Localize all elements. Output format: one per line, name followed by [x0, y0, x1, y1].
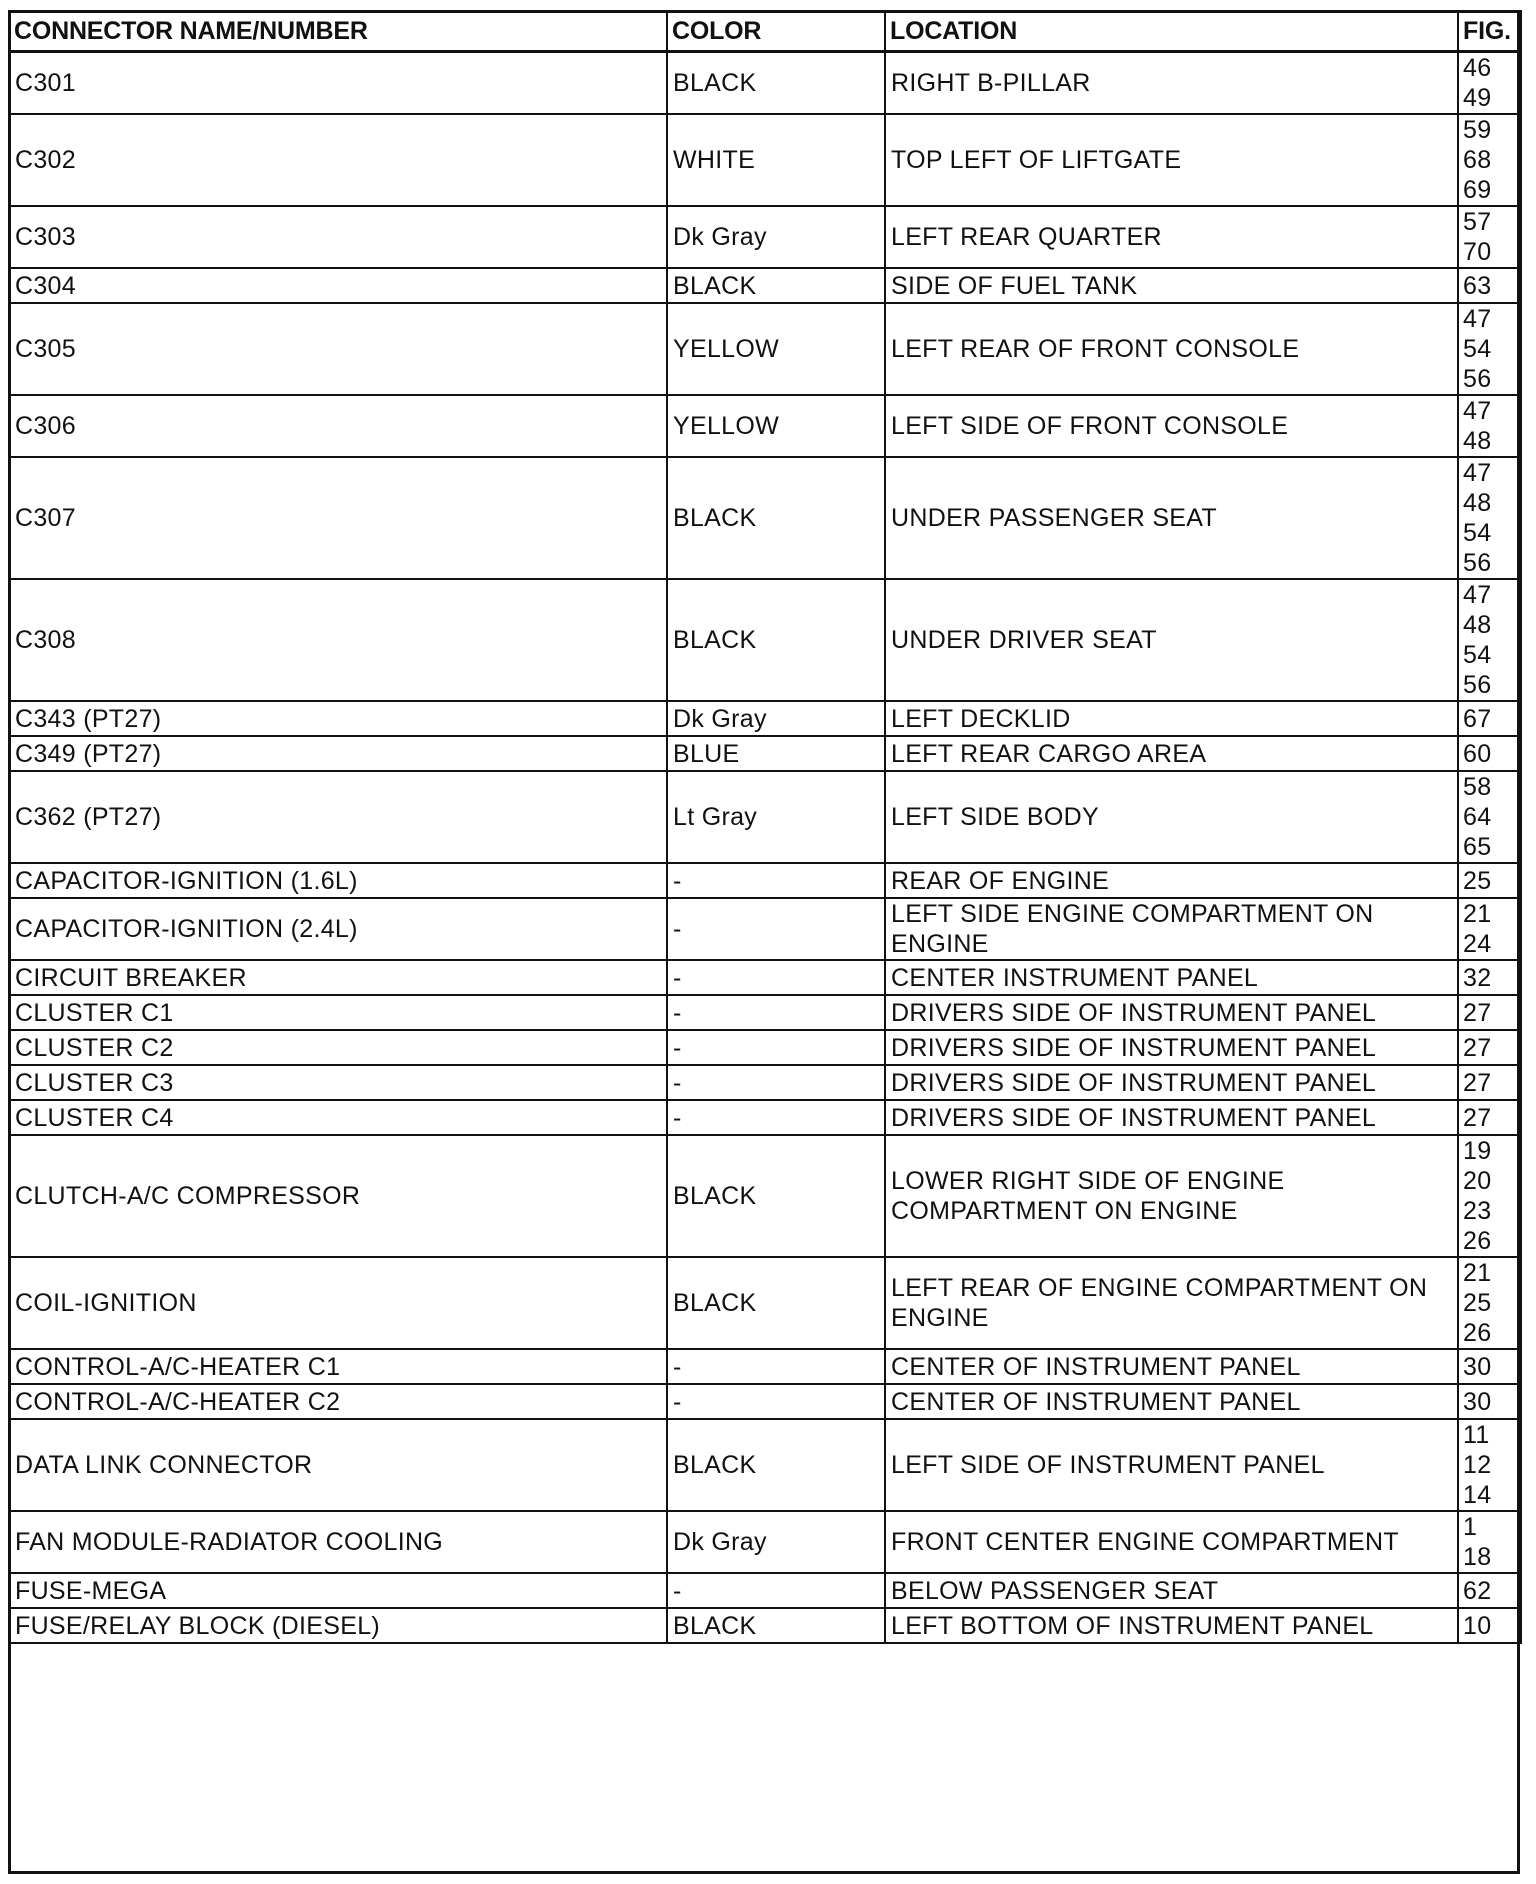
- fig-cell: 11 12 14: [1458, 1419, 1521, 1511]
- color-cell: BLACK: [667, 1135, 885, 1257]
- connector-name-cell: DATA LINK CONNECTOR: [9, 1419, 667, 1511]
- location-cell: RIGHT B-PILLAR: [885, 52, 1458, 115]
- table-row: [9, 1608, 1521, 1643]
- location-cell: LEFT REAR OF FRONT CONSOLE: [885, 303, 1458, 395]
- fig-cell: 27: [1458, 1100, 1521, 1135]
- color-cell: Dk Gray: [667, 701, 885, 736]
- location-cell: DRIVERS SIDE OF INSTRUMENT PANEL: [885, 1065, 1458, 1100]
- table-row: [9, 303, 1521, 395]
- fig-cell: 27: [1458, 1065, 1521, 1100]
- header-fig: FIG.: [1458, 11, 1521, 52]
- color-cell: -: [667, 1384, 885, 1419]
- location-cell: LEFT SIDE ENGINE COMPARTMENT ON ENGINE: [885, 898, 1458, 960]
- fig-cell: 59 68 69: [1458, 114, 1521, 206]
- color-cell: BLACK: [667, 457, 885, 579]
- color-cell: WHITE: [667, 114, 885, 206]
- color-cell: -: [667, 863, 885, 898]
- location-cell: LEFT REAR CARGO AREA: [885, 736, 1458, 771]
- table-row: [9, 995, 1521, 1030]
- color-cell: BLACK: [667, 1419, 885, 1511]
- fig-cell: 62: [1458, 1573, 1521, 1608]
- location-cell: CENTER OF INSTRUMENT PANEL: [885, 1384, 1458, 1419]
- location-cell: UNDER PASSENGER SEAT: [885, 457, 1458, 579]
- fig-cell: 63: [1458, 268, 1521, 303]
- fig-cell: 67: [1458, 701, 1521, 736]
- table-row: [9, 579, 1521, 701]
- color-cell: -: [667, 1349, 885, 1384]
- fig-cell: 47 48: [1458, 395, 1521, 457]
- fig-cell: 21 25 26: [1458, 1257, 1521, 1349]
- fig-cell: 25: [1458, 863, 1521, 898]
- table-row: [9, 736, 1521, 771]
- fig-cell: 47 48 54 56: [1458, 457, 1521, 579]
- table-row: [9, 395, 1521, 457]
- fig-cell: 1 18: [1458, 1511, 1521, 1573]
- table-row: [9, 898, 1521, 960]
- connector-name-cell: C307: [9, 457, 667, 579]
- connector-name-cell: COIL-IGNITION: [9, 1257, 667, 1349]
- connector-name-cell: C303: [9, 206, 667, 268]
- location-cell: DRIVERS SIDE OF INSTRUMENT PANEL: [885, 995, 1458, 1030]
- header-color: COLOR: [667, 11, 885, 52]
- connector-name-cell: C343 (PT27): [9, 701, 667, 736]
- color-cell: YELLOW: [667, 303, 885, 395]
- connector-name-cell: C306: [9, 395, 667, 457]
- fig-cell: 30: [1458, 1349, 1521, 1384]
- table-row: [9, 1135, 1521, 1257]
- connector-name-cell: CONTROL-A/C-HEATER C2: [9, 1384, 667, 1419]
- table-row: [9, 1349, 1521, 1384]
- table-row: [9, 1100, 1521, 1135]
- color-cell: BLUE: [667, 736, 885, 771]
- location-cell: REAR OF ENGINE: [885, 863, 1458, 898]
- fig-cell: 27: [1458, 995, 1521, 1030]
- location-cell: FRONT CENTER ENGINE COMPARTMENT: [885, 1511, 1458, 1573]
- fig-cell: 47 48 54 56: [1458, 579, 1521, 701]
- header-location: LOCATION: [885, 11, 1458, 52]
- header-connector-name: CONNECTOR NAME/NUMBER: [9, 11, 667, 52]
- connector-name-cell: CAPACITOR-IGNITION (1.6L): [9, 863, 667, 898]
- table-row: [9, 114, 1521, 206]
- location-cell: LEFT REAR OF ENGINE COMPARTMENT ON ENGINE: [885, 1257, 1458, 1349]
- color-cell: -: [667, 1030, 885, 1065]
- table-row: [9, 206, 1521, 268]
- table-row: [9, 1065, 1521, 1100]
- fig-cell: 21 24: [1458, 898, 1521, 960]
- color-cell: Dk Gray: [667, 1511, 885, 1573]
- connector-name-cell: CAPACITOR-IGNITION (2.4L): [9, 898, 667, 960]
- location-cell: LEFT SIDE BODY: [885, 771, 1458, 863]
- connector-name-cell: CLUSTER C2: [9, 1030, 667, 1065]
- table-row: [9, 1419, 1521, 1511]
- connector-name-cell: CLUTCH-A/C COMPRESSOR: [9, 1135, 667, 1257]
- fig-cell: 10: [1458, 1608, 1521, 1643]
- connector-table-frame: [8, 10, 1520, 1874]
- table-row: [9, 701, 1521, 736]
- color-cell: BLACK: [667, 268, 885, 303]
- fig-cell: 57 70: [1458, 206, 1521, 268]
- color-cell: -: [667, 898, 885, 960]
- table-row: [9, 1511, 1521, 1573]
- color-cell: Dk Gray: [667, 206, 885, 268]
- fig-cell: 32: [1458, 960, 1521, 995]
- connector-name-cell: C349 (PT27): [9, 736, 667, 771]
- table-row: [9, 52, 1521, 115]
- connector-name-cell: C305: [9, 303, 667, 395]
- location-cell: LEFT SIDE OF INSTRUMENT PANEL: [885, 1419, 1458, 1511]
- connector-name-cell: FUSE/RELAY BLOCK (DIESEL): [9, 1608, 667, 1643]
- location-cell: LEFT BOTTOM OF INSTRUMENT PANEL: [885, 1608, 1458, 1643]
- table-row: [9, 1384, 1521, 1419]
- location-cell: SIDE OF FUEL TANK: [885, 268, 1458, 303]
- color-cell: -: [667, 995, 885, 1030]
- connector-name-cell: C308: [9, 579, 667, 701]
- location-cell: TOP LEFT OF LIFTGATE: [885, 114, 1458, 206]
- connector-name-cell: CLUSTER C4: [9, 1100, 667, 1135]
- fig-cell: 60: [1458, 736, 1521, 771]
- table-row: [9, 863, 1521, 898]
- location-cell: LEFT DECKLID: [885, 701, 1458, 736]
- connector-name-cell: FUSE-MEGA: [9, 1573, 667, 1608]
- location-cell: LEFT REAR QUARTER: [885, 206, 1458, 268]
- connector-name-cell: CLUSTER C1: [9, 995, 667, 1030]
- fig-cell: 58 64 65: [1458, 771, 1521, 863]
- connector-name-cell: C362 (PT27): [9, 771, 667, 863]
- table-row: [9, 268, 1521, 303]
- connector-name-cell: C301: [9, 52, 667, 115]
- table-row: [9, 1257, 1521, 1349]
- table-row: [9, 960, 1521, 995]
- connector-table: [8, 10, 1522, 1644]
- fig-cell: 47 54 56: [1458, 303, 1521, 395]
- table-row: [9, 1030, 1521, 1065]
- connector-name-cell: CIRCUIT BREAKER: [9, 960, 667, 995]
- color-cell: Lt Gray: [667, 771, 885, 863]
- location-cell: UNDER DRIVER SEAT: [885, 579, 1458, 701]
- table-row: [9, 457, 1521, 579]
- location-cell: LOWER RIGHT SIDE OF ENGINE COMPARTMENT ON ENGINE: [885, 1135, 1458, 1257]
- color-cell: YELLOW: [667, 395, 885, 457]
- fig-cell: 27: [1458, 1030, 1521, 1065]
- color-cell: -: [667, 960, 885, 995]
- connector-name-cell: C304: [9, 268, 667, 303]
- table-row: [9, 771, 1521, 863]
- color-cell: BLACK: [667, 52, 885, 115]
- location-cell: LEFT SIDE OF FRONT CONSOLE: [885, 395, 1458, 457]
- table-row: [9, 1573, 1521, 1608]
- location-cell: DRIVERS SIDE OF INSTRUMENT PANEL: [885, 1100, 1458, 1135]
- color-cell: BLACK: [667, 1257, 885, 1349]
- location-cell: CENTER INSTRUMENT PANEL: [885, 960, 1458, 995]
- color-cell: BLACK: [667, 579, 885, 701]
- fig-cell: 19 20 23 26: [1458, 1135, 1521, 1257]
- location-cell: DRIVERS SIDE OF INSTRUMENT PANEL: [885, 1030, 1458, 1065]
- connector-name-cell: C302: [9, 114, 667, 206]
- color-cell: -: [667, 1100, 885, 1135]
- fig-cell: 30: [1458, 1384, 1521, 1419]
- color-cell: -: [667, 1065, 885, 1100]
- location-cell: BELOW PASSENGER SEAT: [885, 1573, 1458, 1608]
- fig-cell: 46 49: [1458, 52, 1521, 115]
- color-cell: BLACK: [667, 1608, 885, 1643]
- connector-name-cell: FAN MODULE-RADIATOR COOLING: [9, 1511, 667, 1573]
- location-cell: CENTER OF INSTRUMENT PANEL: [885, 1349, 1458, 1384]
- header-row: [9, 11, 1521, 52]
- color-cell: -: [667, 1573, 885, 1608]
- connector-name-cell: CLUSTER C3: [9, 1065, 667, 1100]
- connector-name-cell: CONTROL-A/C-HEATER C1: [9, 1349, 667, 1384]
